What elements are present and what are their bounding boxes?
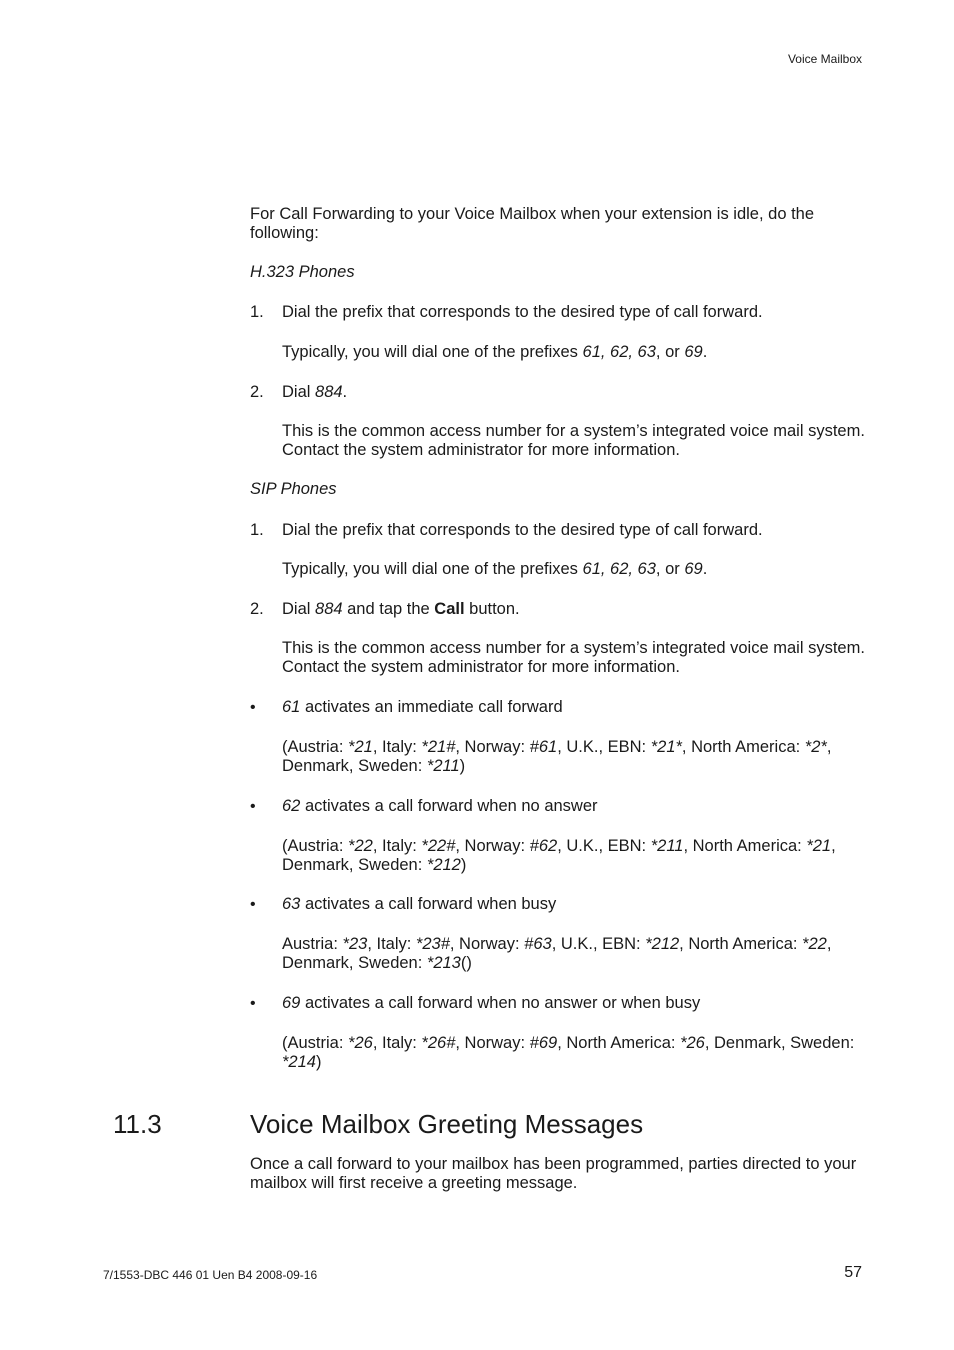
country-code: *26# xyxy=(421,1034,456,1052)
detail-text: , North America: xyxy=(557,1034,681,1052)
country-code: *21# xyxy=(421,738,456,756)
h323-step2-note: This is the common access number for a system’s integrated voice mail system. Contact the system administrator for more information. xyxy=(282,422,865,459)
sip-step2-number: 2. xyxy=(250,600,264,618)
country-code: *22 xyxy=(802,935,827,953)
country-code: *26 xyxy=(348,1034,373,1052)
detail-text: , Norway: xyxy=(455,738,530,756)
running-header: Voice Mailbox xyxy=(787,52,862,66)
detail-text: , Italy: xyxy=(372,837,422,855)
detail-text: , Norway: xyxy=(455,1034,530,1052)
call-button-label: Call xyxy=(434,600,465,618)
section-title: Voice Mailbox Greeting Messages xyxy=(250,1109,644,1139)
bullet-detail-62 xyxy=(282,837,857,875)
sip-step1-text: Dial the prefix that corresponds to the desired type of call forward. xyxy=(282,521,763,539)
detail-text: ) xyxy=(459,757,466,775)
prefix-code: 61 xyxy=(282,698,301,716)
h323-step2-text: Dial 884. xyxy=(282,383,348,401)
section-number: 11.3 xyxy=(113,1109,162,1139)
country-code: #63 xyxy=(524,935,552,953)
sip-step1-number: 1. xyxy=(250,521,264,539)
intro-paragraph: For Call Forwarding to your Voice Mailbox when your extension is idle, do the following: xyxy=(250,205,815,242)
detail-text: , Denmark, Sweden: xyxy=(282,935,832,972)
detail-text: , North America: xyxy=(681,738,805,756)
sip-step2-text: Dial 884 and tap the Call button. xyxy=(282,600,520,618)
detail-text: () xyxy=(460,954,472,972)
country-code: *22# xyxy=(421,837,456,855)
detail-text: , North America: xyxy=(683,837,807,855)
detail-text: , Denmark, Sweden: xyxy=(704,1034,855,1052)
section-body: Once a call forward to your mailbox has been programmed, parties directed to your mailbox will first receive a greeting message. xyxy=(250,1155,857,1192)
detail-text: Austria: xyxy=(282,935,343,953)
prefix-description: activates an immediate call forward xyxy=(300,698,563,716)
bullet-symbol: • xyxy=(250,896,256,913)
bullet-item-69 xyxy=(282,994,872,1013)
country-code: *22 xyxy=(348,837,373,855)
prefix-description: activates a call forward when no answer xyxy=(300,797,598,815)
prefix-code: 63 xyxy=(282,895,301,913)
country-code: *212 xyxy=(645,935,680,953)
detail-text: (Austria: xyxy=(282,738,349,756)
h323-step1-number: 1. xyxy=(250,303,264,321)
footer-document-id: 7/1553-DBC 446 01 Uen B4 2008-09-16 xyxy=(103,1268,318,1282)
detail-text: , Denmark, Sweden: xyxy=(282,738,832,775)
sip-step2-note: This is the common access number for a system’s integrated voice mail system. Contact the system administrator for more information. xyxy=(282,639,865,676)
h323-step1-note: Typically, you will dial one of the prefixes 61, 62, 63, or 69. xyxy=(282,343,708,361)
detail-text: , Norway: xyxy=(455,837,530,855)
bullet-item-63 xyxy=(282,895,872,914)
detail-text: , Italy: xyxy=(372,738,422,756)
detail-text: (Austria: xyxy=(282,837,349,855)
sip-heading: SIP Phones xyxy=(250,480,337,498)
detail-text: , Italy: xyxy=(372,1034,422,1052)
h323-step1-text: Dial the prefix that corresponds to the desired type of call forward. xyxy=(282,303,763,321)
detail-text: , U.K., EBN: xyxy=(551,935,646,953)
detail-text: , U.K., EBN: xyxy=(557,837,651,855)
detail-text: , Norway: xyxy=(449,935,525,953)
country-code: *212 xyxy=(426,856,461,874)
detail-text: ) xyxy=(460,856,467,874)
detail-text: , North America: xyxy=(679,935,803,953)
bullet-item-62 xyxy=(282,797,872,816)
country-code: *26 xyxy=(680,1034,705,1052)
detail-text: (Austria: xyxy=(282,1034,349,1052)
country-code: *21 xyxy=(806,837,832,855)
prefix-description: activates a call forward when no answer or when busy xyxy=(300,994,701,1012)
country-code: *2* xyxy=(804,738,827,756)
sip-step1-note: Typically, you will dial one of the prefixes 61, 62, 63, or 69. xyxy=(282,560,708,578)
country-code: *21* xyxy=(650,738,682,756)
bullet-detail-61 xyxy=(282,738,857,776)
country-code: *214 xyxy=(282,1053,316,1071)
bullet-detail-63 xyxy=(282,935,857,973)
country-code: *21 xyxy=(348,738,373,756)
bullet-symbol: • xyxy=(250,995,256,1012)
prefix-code: 69 xyxy=(282,994,301,1012)
detail-text: , Denmark, Sweden: xyxy=(282,837,836,874)
bullet-symbol: • xyxy=(250,798,256,815)
prefix-code: 62 xyxy=(282,797,301,815)
h323-heading: H.323 Phones xyxy=(250,263,355,281)
detail-text: ) xyxy=(315,1053,322,1071)
country-code: *211 xyxy=(426,757,460,775)
country-code: #69 xyxy=(529,1034,558,1052)
bullet-symbol: • xyxy=(250,699,256,716)
detail-text: , U.K., EBN: xyxy=(557,738,651,756)
page-number: 57 xyxy=(844,1264,862,1281)
detail-text: , Italy: xyxy=(367,935,416,953)
country-code: *211 xyxy=(650,837,684,855)
country-code: *23 xyxy=(342,935,368,953)
country-code: *23# xyxy=(415,935,450,953)
country-code: #62 xyxy=(529,837,558,855)
country-code: #61 xyxy=(529,738,558,756)
prefix-description: activates a call forward when busy xyxy=(300,895,557,913)
bullet-detail-69 xyxy=(282,1034,857,1072)
country-code: *213 xyxy=(426,954,461,972)
bullet-item-61 xyxy=(282,698,872,717)
h323-step2-number: 2. xyxy=(250,383,264,401)
